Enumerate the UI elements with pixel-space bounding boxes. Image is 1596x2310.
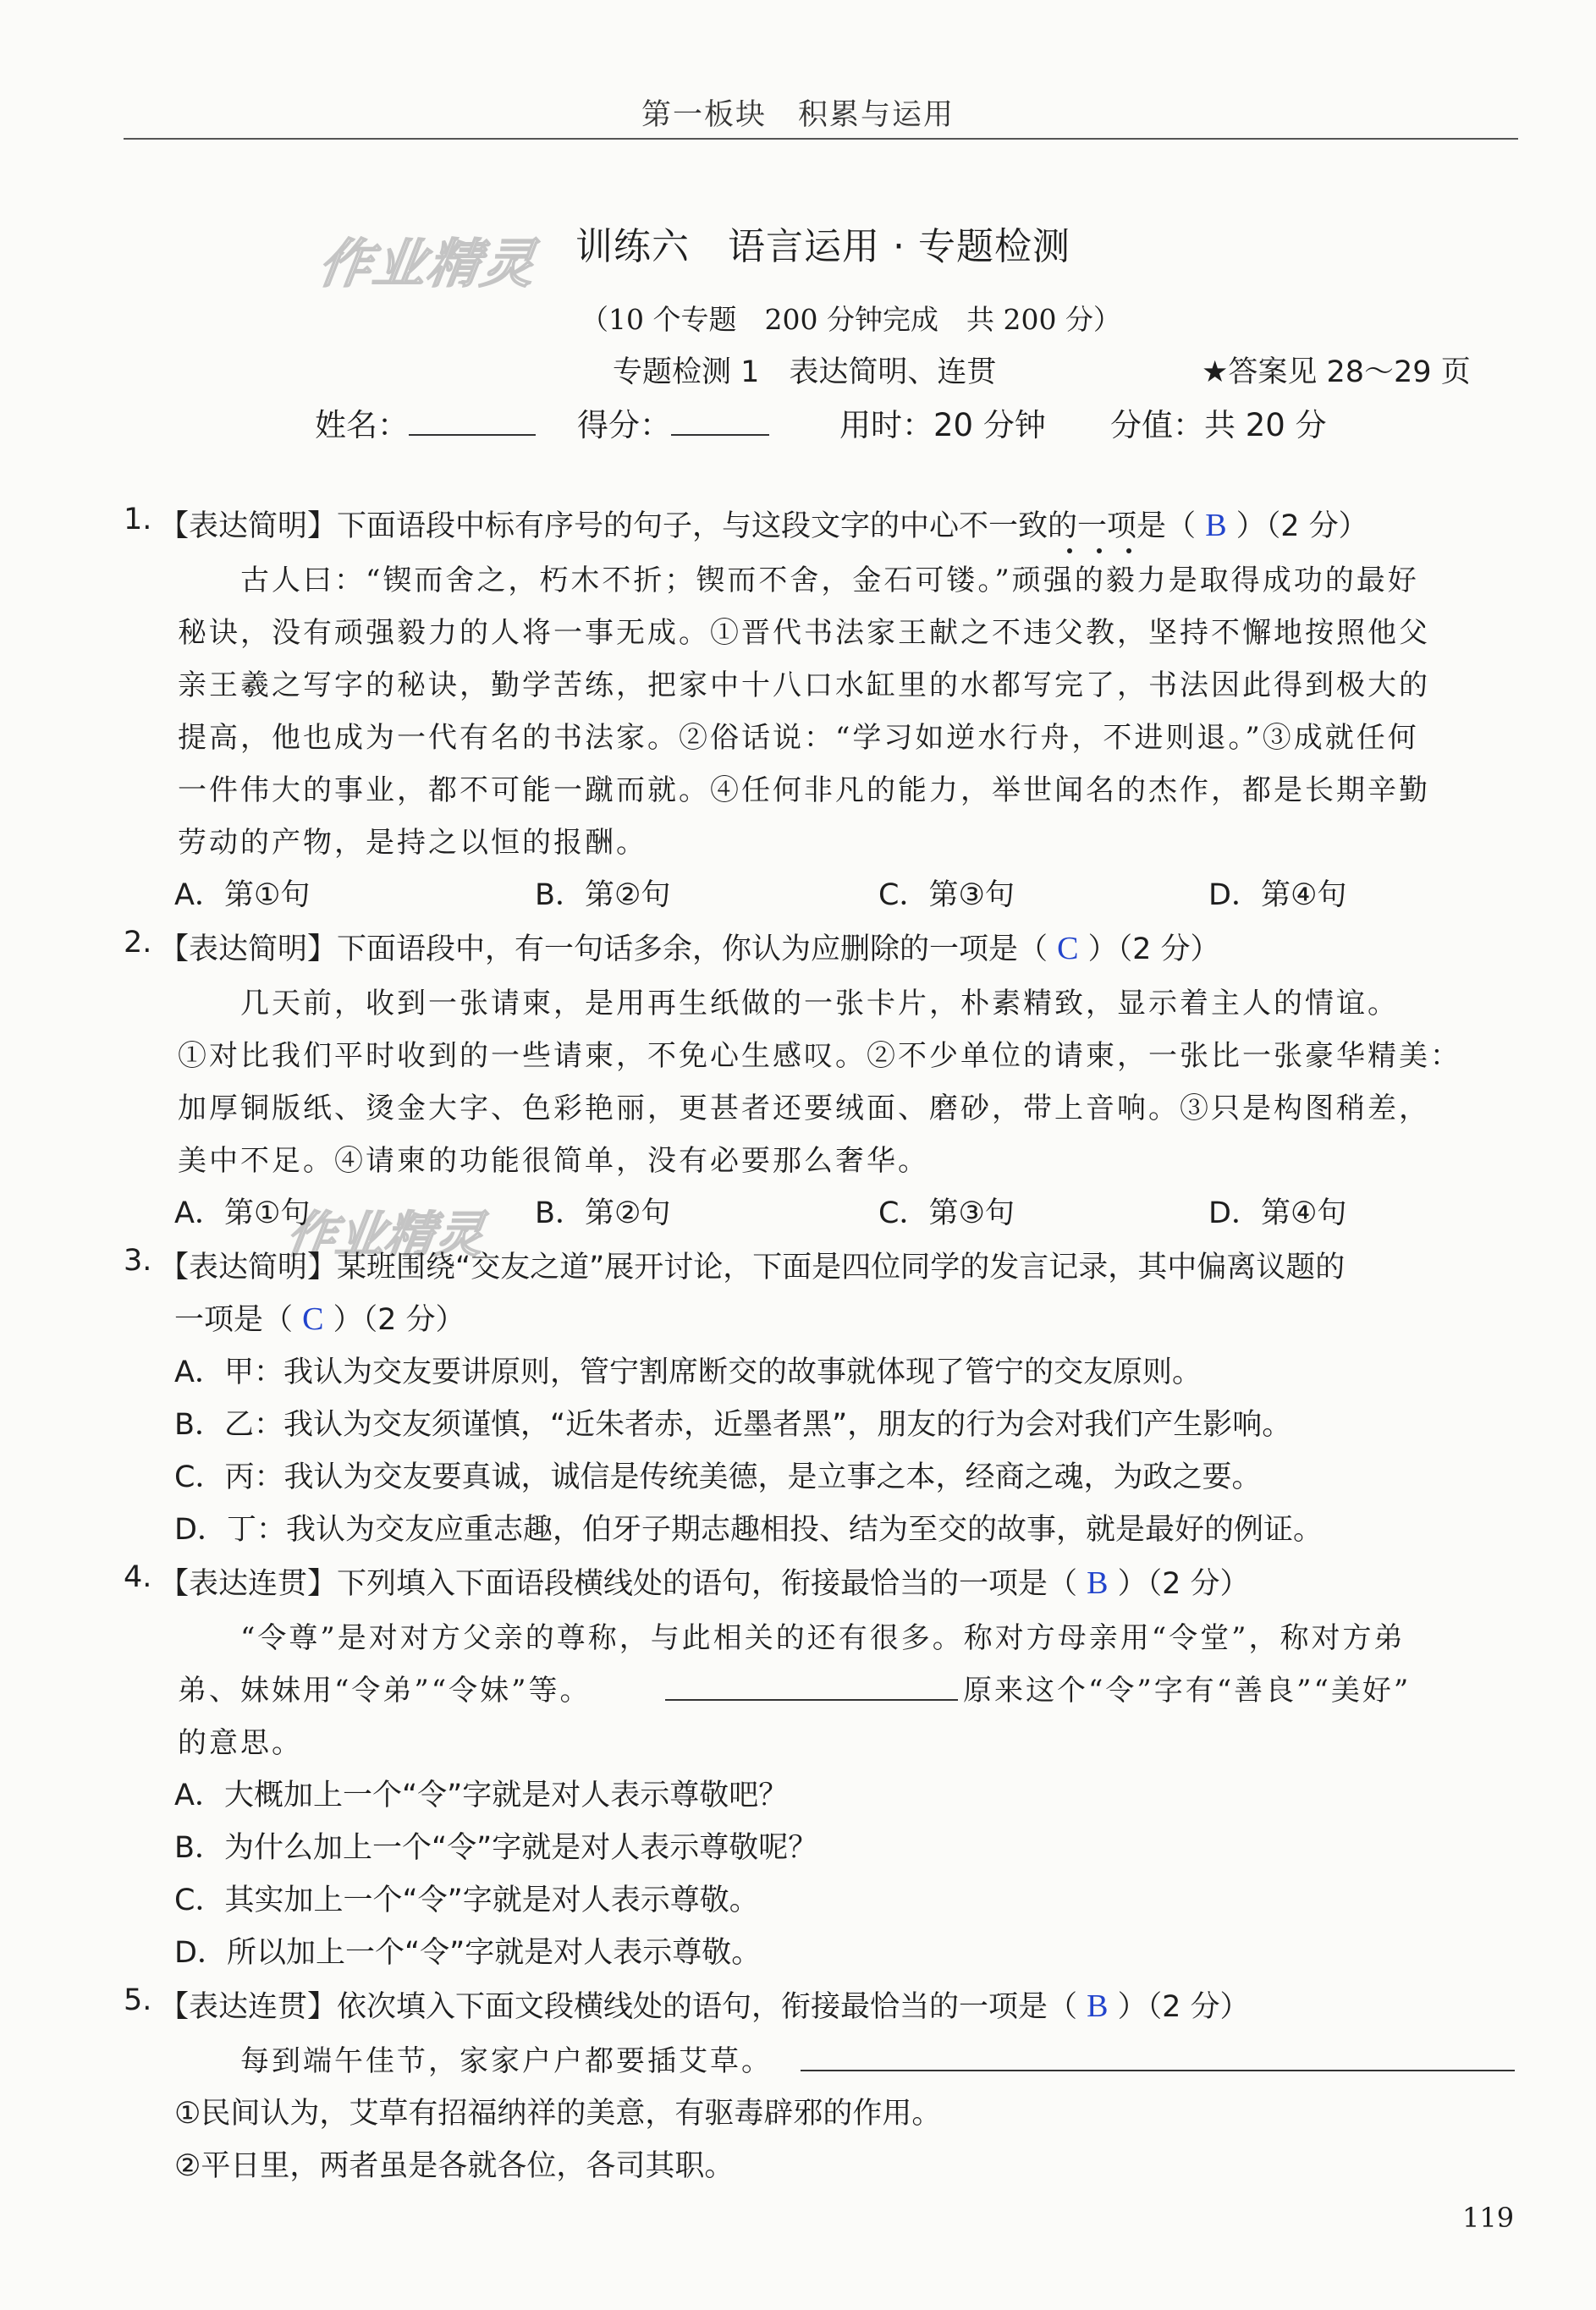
q4-number: 4. — [124, 1560, 152, 1594]
q2-option-d: D．第④句 — [1208, 1196, 1347, 1230]
q5-item: ①民间认为，艾草有招福纳祥的美意，有驱毒辟邪的作用。 — [174, 2097, 942, 2131]
q5-stem — [159, 1983, 1250, 2026]
q4-option-b: B．为什么加上一个“令”字就是对人表示尊敬呢？ — [174, 1831, 818, 1865]
q1-stem-a: 【表达简明】下面语段中标有序号的句子，与这段文字的中心 — [159, 509, 960, 543]
q4-passage-line: 的意思。 — [178, 1726, 303, 1760]
q2-passage-line: 加厚铜版纸、烫金大字、色彩艳丽，更甚者还要绒面、磨砂，带上音响。③只是构图稍差， — [178, 1092, 1430, 1125]
answer-reference: ★答案见 28～29 页 — [1202, 355, 1471, 389]
q2-stem-a: 【表达简明】下面语段中，有一句话多余，你认为应删除的一项是（ — [159, 932, 1048, 966]
q4-option-d: D．所以加上一个“令”字就是对人表示尊敬。 — [174, 1936, 762, 1970]
q3-stem-2b: ）（2 分） — [333, 1303, 465, 1337]
emphasis-dot — [1067, 548, 1072, 553]
score-label: 得分： — [577, 407, 671, 443]
q1-stem — [159, 503, 1368, 545]
q1-passage-line: 劳动的产物，是持之以恒的报酬。 — [178, 826, 647, 860]
q1-number: 1. — [124, 503, 152, 536]
q1-stem-emphasis: 不一致 — [959, 509, 1048, 543]
q5-number: 5. — [124, 1983, 152, 2017]
value-info: 分值：共 20 分 — [1110, 407, 1327, 443]
emphasis-dot — [1097, 548, 1102, 553]
q3-option-d: D．丁：我认为交友应重志趣，伯牙子期志趣相投、结为至交的故事，就是最好的例证。 — [174, 1513, 1323, 1547]
q1-stem-d: ）（2 分） — [1236, 509, 1368, 543]
q1-passage-line: 提高，他也成为一代有名的书法家。②俗话说：“学习如逆水行舟，不进则退。”③成就任何 — [178, 721, 1419, 755]
q3-number: 3. — [124, 1244, 152, 1278]
name-label: 姓名： — [315, 407, 409, 443]
q3-option-a: A．甲：我认为交友要讲原则，管宁割席断交的故事就体现了管宁的交友原则。 — [174, 1356, 1202, 1389]
score-field — [577, 399, 769, 445]
q1-passage-line: 古人曰：“锲而舍之，朽木不折；锲而不舍，金石可镂。”顽强的毅力是取得成功的最好 — [240, 564, 1419, 597]
q4-stem — [159, 1560, 1250, 1603]
q3-answer: C — [302, 1301, 324, 1337]
page-number: 119 — [1462, 2202, 1515, 2234]
q2-passage-line: 几天前，收到一张请柬，是用再生纸做的一张卡片，朴素精致，显示着主人的情谊。 — [240, 987, 1399, 1020]
watermark: 作业精灵 — [315, 233, 541, 294]
q1-stem-c: 的一项是（ — [1048, 509, 1197, 543]
q1-option-a: A．第①句 — [174, 878, 311, 912]
q1-passage-line: 一件伟大的事业，都不可能一蹴而就。④任何非凡的能力，举世闻名的杰作，都是长期辛勤 — [178, 773, 1430, 807]
q1-option-b: B．第②句 — [535, 878, 671, 912]
q2-option-a: A．第①句 — [174, 1196, 311, 1230]
q2-passage-line: ①对比我们平时收到的一些请柬，不免心生感叹。②不少单位的请柬，一张比一张豪华精美： — [178, 1039, 1461, 1073]
q1-passage-line: 亲王羲之写字的秘诀，勤学苦练，把家中十八口水缸里的水都写完了，书法因此得到极大的 — [178, 668, 1430, 702]
q1-option-d: D．第④句 — [1208, 878, 1347, 912]
q5-passage-line: 每到端午佳节，家家户户都要插艾草。 — [240, 2044, 773, 2078]
q4-option-a: A．大概加上一个“令”字就是对人表示尊敬吧？ — [174, 1779, 789, 1812]
running-header: 第一板块 积累与运用 — [641, 98, 955, 132]
q4-stem-b: ）（2 分） — [1117, 1567, 1250, 1601]
q1-passage-line: 秘诀，没有顽强毅力的人将一事无成。①晋代书法家王献之不违父教，坚持不懈地按照他父 — [178, 616, 1430, 650]
q2-passage-line: 美中不足。④请柬的功能很简单，没有必要那么奢华。 — [178, 1144, 929, 1178]
q2-number: 2. — [124, 926, 152, 960]
q3-stem-line2 — [174, 1296, 465, 1339]
emphasis-dot — [1126, 548, 1131, 553]
q1-option-c: C．第③句 — [878, 878, 1015, 912]
q5-item: ②平日里，两者虽是各就各位，各司其职。 — [174, 2149, 735, 2183]
score-blank — [671, 405, 769, 436]
q4-stem-a: 【表达连贯】下列填入下面语段横线处的语句，衔接最恰当的一项是（ — [159, 1567, 1078, 1601]
q4-passage-line: 原来这个“令”字有“善良”“美好” — [963, 1674, 1412, 1708]
q4-fill-blank — [665, 1699, 958, 1701]
q3-option-c: C．丙：我认为交友要真诚，诚信是传统美德，是立事之本，经商之魂，为政之要。 — [174, 1460, 1262, 1494]
watermark: 作业精灵 — [283, 1206, 488, 1263]
q2-stem — [159, 926, 1220, 968]
q1-answer: B — [1205, 508, 1227, 543]
q4-passage-line: 弟、妹妹用“令弟”“令妹”等。 — [178, 1674, 592, 1708]
q4-passage-line: “令尊”是对对方父亲的尊称，与此相关的还有很多。称对方母亲用“令堂”，称对方弟 — [240, 1621, 1406, 1655]
q5-stem-a: 【表达连贯】依次填入下面文段横线处的语句，衔接最恰当的一项是（ — [159, 1990, 1078, 2024]
q3-stem-line1: 【表达简明】某班围绕“交友之道”展开讨论，下面是四位同学的发言记录，其中偏离议题的 — [159, 1251, 1346, 1284]
section-title: 专题检测 1 表达简明、连贯 — [613, 355, 997, 389]
q5-answer: B — [1087, 1988, 1109, 2024]
name-field — [315, 399, 536, 445]
q4-option-c: C．其实加上一个“令”字就是对人表示尊敬。 — [174, 1884, 759, 1917]
name-blank — [409, 405, 536, 436]
q5-fill-blank — [801, 2070, 1515, 2071]
q2-option-b: B．第②句 — [535, 1196, 671, 1230]
q2-option-c: C．第③句 — [878, 1196, 1015, 1230]
q3-stem-2a: 一项是（ — [174, 1303, 294, 1337]
time-info: 用时：20 分钟 — [839, 407, 1046, 443]
page-subtitle: （10 个专题 200 分钟完成 共 200 分） — [581, 303, 1121, 336]
page-title: 训练六 语言运用 · 专题检测 — [575, 225, 1070, 268]
q5-stem-b: ）（2 分） — [1117, 1990, 1250, 2024]
q3-option-b: B．乙：我认为交友须谨慎，“近朱者赤，近墨者黑”，朋友的行为会对我们产生影响。 — [174, 1408, 1292, 1442]
q4-answer: B — [1087, 1565, 1109, 1601]
header-rule — [124, 138, 1518, 140]
q2-stem-b: ）（2 分） — [1087, 932, 1220, 966]
q2-answer: C — [1057, 931, 1079, 966]
